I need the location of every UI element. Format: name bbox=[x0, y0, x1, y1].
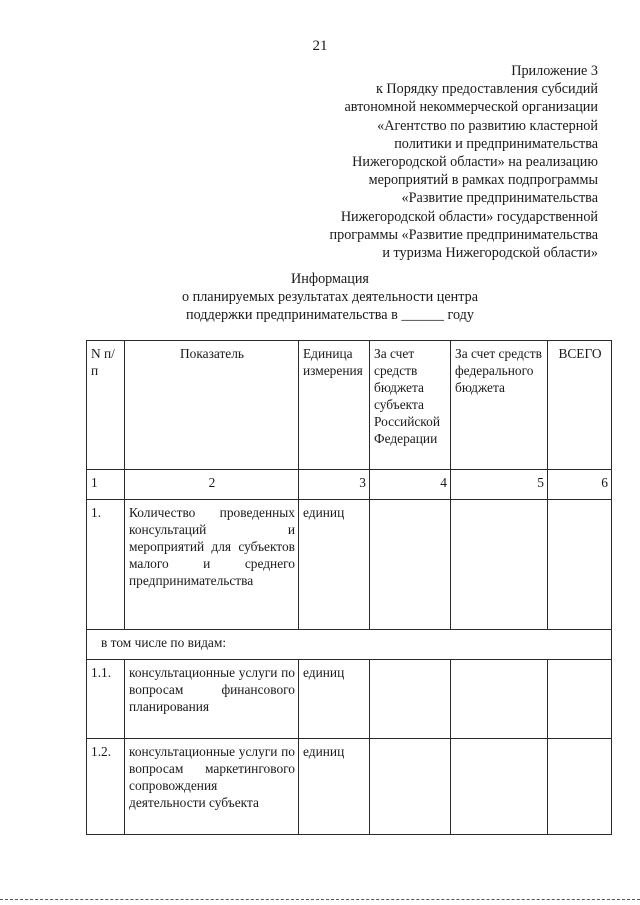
appendix-line: автономной некоммерческой организации bbox=[344, 99, 598, 116]
subheading-text: в том числе по видам: bbox=[87, 630, 612, 660]
row-indicator: консультационные услуги по вопросам финансового планирования bbox=[125, 660, 299, 739]
column-number-row bbox=[87, 470, 612, 500]
appendix-line: Нижегородской области» на реализацию bbox=[352, 154, 598, 171]
appendix-line: «Развитие предпринимательства bbox=[401, 190, 598, 207]
row-unit: единиц bbox=[299, 739, 370, 835]
column-number: 5 bbox=[451, 470, 548, 500]
table-subheading-row bbox=[87, 630, 612, 660]
document-title bbox=[130, 270, 530, 324]
row-indicator: консультационные услуги по вопросам маркетингового сопровождения деятельности субъекта bbox=[125, 739, 299, 835]
table-row bbox=[87, 500, 612, 630]
appendix-header bbox=[268, 62, 598, 262]
row-federal-budget-value bbox=[451, 739, 548, 835]
title-line: поддержки предпринимательства в ______ году bbox=[186, 307, 474, 323]
header-federal-budget: За счет средств федерального бюджета bbox=[451, 341, 548, 470]
title-line: о планируемых результатах деятельности центра bbox=[181, 289, 479, 305]
column-number: 1 bbox=[87, 470, 125, 500]
column-number: 2 bbox=[125, 470, 299, 500]
results-table bbox=[86, 340, 612, 835]
header-subject-budget: За счет средств бюджета субъекта Российской Федерации bbox=[370, 341, 451, 470]
page-bottom-rule bbox=[0, 899, 640, 900]
row-federal-budget-value bbox=[451, 500, 548, 630]
row-number: 1.2. bbox=[87, 739, 125, 835]
row-unit: единиц bbox=[299, 660, 370, 739]
header-total: ВСЕГО bbox=[548, 341, 612, 470]
appendix-line: Нижегородской области» государственной bbox=[340, 208, 598, 225]
column-number: 6 bbox=[548, 470, 612, 500]
appendix-line: к Порядку предоставления субсидий bbox=[375, 81, 598, 98]
table-row bbox=[87, 739, 612, 835]
row-subject-budget-value bbox=[370, 500, 451, 630]
appendix-line: Приложение 3 bbox=[511, 63, 598, 79]
row-total-value bbox=[548, 660, 612, 739]
row-number: 1. bbox=[87, 500, 125, 630]
row-total-value bbox=[548, 500, 612, 630]
title-line: Информация bbox=[291, 271, 369, 287]
row-total-value bbox=[548, 739, 612, 835]
header-indicator: Показатель bbox=[125, 341, 299, 470]
appendix-line: «Агентство по развитию кластерной bbox=[377, 117, 598, 134]
row-number: 1.1. bbox=[87, 660, 125, 739]
appendix-line: и туризма Нижегородской области» bbox=[382, 245, 598, 262]
table-header-row bbox=[87, 341, 612, 470]
row-subject-budget-value bbox=[370, 739, 451, 835]
table-row bbox=[87, 660, 612, 739]
row-subject-budget-value bbox=[370, 660, 451, 739]
column-number: 4 bbox=[370, 470, 451, 500]
header-unit: Единица измерения bbox=[299, 341, 370, 470]
header-n: N п/п bbox=[87, 341, 125, 470]
row-indicator: Количество проведенных консультаций и мероприятий для субъектов малого и среднего предпринимательства bbox=[125, 500, 299, 630]
appendix-line: программы «Развитие предпринимательства bbox=[329, 226, 598, 243]
row-federal-budget-value bbox=[451, 660, 548, 739]
appendix-line: мероприятий в рамках подпрограммы bbox=[368, 172, 598, 189]
page-number: 21 bbox=[312, 38, 328, 54]
row-unit: единиц bbox=[299, 500, 370, 630]
column-number: 3 bbox=[299, 470, 370, 500]
appendix-line: политики и предпринимательства bbox=[394, 135, 598, 152]
